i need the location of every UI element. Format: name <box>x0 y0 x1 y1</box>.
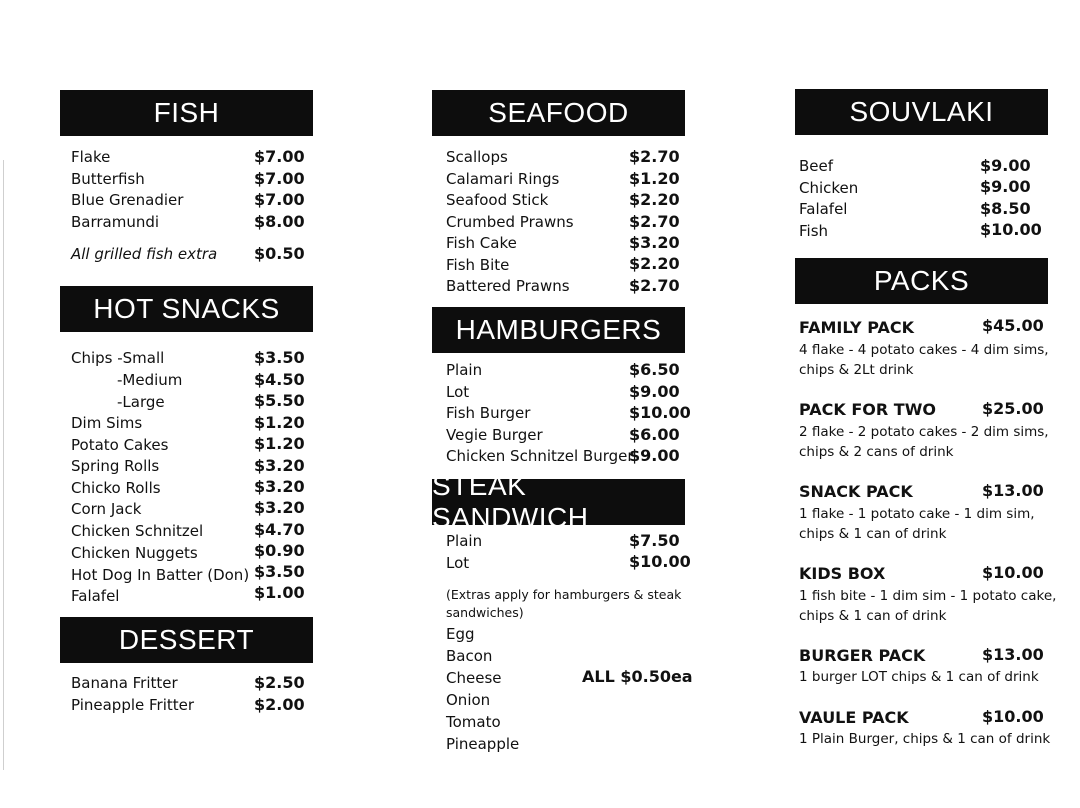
pack-price: $45.00 <box>982 316 1044 335</box>
menu-item-name: Fish Burger <box>446 404 531 422</box>
packs-header <box>795 258 1048 304</box>
hamburgers-header <box>432 307 685 353</box>
menu-item-price: $3.20 <box>629 233 680 252</box>
menu-item-name: Chicken Schnitzel Burger <box>446 447 634 465</box>
extra-item: Pineapple <box>446 735 520 753</box>
menu-item-name: Fish Bite <box>446 256 510 274</box>
menu-item-price: $6.50 <box>629 360 680 379</box>
menu-item-name: Falafel <box>71 587 120 605</box>
menu-item-name: Corn Jack <box>71 500 142 518</box>
menu-item-price: $10.00 <box>629 403 691 422</box>
menu-item-price: $8.50 <box>980 199 1031 218</box>
pack-description: 4 flake - 4 potato cakes - 4 dim sims, <box>799 342 1049 358</box>
menu-item-name: Potato Cakes <box>71 436 169 454</box>
menu-item-price: $3.50 <box>254 562 305 581</box>
souvlaki-header <box>795 89 1048 135</box>
menu-item-name: Lot <box>446 554 470 572</box>
menu-item-name: Chicken Nuggets <box>71 544 198 562</box>
pack-name: VAULE PACK <box>799 708 909 727</box>
pack-price: $25.00 <box>982 399 1044 418</box>
menu-item-price: $2.70 <box>629 147 680 166</box>
pack-name: SNACK PACK <box>799 482 913 501</box>
menu-item-price: $1.20 <box>629 169 680 188</box>
menu-item-price: $3.50 <box>254 348 305 367</box>
pack-description: chips & 2 cans of drink <box>799 444 954 460</box>
menu-item-name: Chicko Rolls <box>71 479 161 497</box>
hot-snacks-title: HOT SNACKS <box>93 293 280 324</box>
menu-item-price: $2.70 <box>629 212 680 231</box>
menu-item-name: Battered Prawns <box>446 277 570 295</box>
pack-name: PACK FOR TWO <box>799 400 936 419</box>
menu-item-price: $2.00 <box>254 695 305 714</box>
pack-name: BURGER PACK <box>799 646 926 665</box>
menu-item-name: Plain <box>446 532 483 550</box>
extra-item: Onion <box>446 691 491 709</box>
hamburgers-title: HAMBURGERS <box>455 314 662 345</box>
seafood-title: SEAFOOD <box>488 97 629 128</box>
menu-item-name: Chicken Schnitzel <box>71 522 204 540</box>
extra-item: Cheese <box>446 669 502 687</box>
menu-item-price: $1.00 <box>254 583 305 602</box>
menu-item-price: $9.00 <box>980 156 1031 175</box>
souvlaki-title: SOUVLAKI <box>849 96 994 127</box>
menu-item-name: Pineapple Fritter <box>71 696 195 714</box>
menu-item-name: -Large <box>117 393 165 411</box>
pack-description: 1 flake - 1 potato cake - 1 dim sim, <box>799 506 1035 522</box>
menu-item-price: $6.00 <box>629 425 680 444</box>
pack-description: 1 burger LOT chips & 1 can of drink <box>799 669 1039 685</box>
menu-item-price: $9.00 <box>629 446 680 465</box>
menu-item-name: Chips -Small <box>71 349 165 367</box>
menu-item-price: $4.70 <box>254 520 305 539</box>
menu-item-price: $3.20 <box>254 456 305 475</box>
pack-description: 1 Plain Burger, chips & 1 can of drink <box>799 731 1051 747</box>
menu-item-price: $7.00 <box>254 169 305 188</box>
menu-item-name: Crumbed Prawns <box>446 213 574 231</box>
menu-item-price: $4.50 <box>254 370 305 389</box>
menu-item-price: $3.20 <box>254 477 305 496</box>
menu-item-price: $0.50 <box>254 244 305 263</box>
fish-header <box>60 90 313 136</box>
grilled-extra-note: All grilled fish extra <box>71 245 218 263</box>
pack-name: FAMILY PACK <box>799 318 914 337</box>
menu-item-name: Flake <box>71 148 111 166</box>
menu-item-price: $7.50 <box>629 531 680 550</box>
fish-title: FISH <box>153 97 220 128</box>
menu-item-name: Blue Grenadier <box>71 191 184 209</box>
menu-item-price: $2.50 <box>254 673 305 692</box>
menu-item-name: Fish Cake <box>446 234 517 252</box>
menu-item-price: $2.70 <box>629 276 680 295</box>
menu-item-name: Seafood Stick <box>446 191 549 209</box>
hot-snacks-header <box>60 286 313 332</box>
menu-item-price: $0.90 <box>254 541 305 560</box>
steak-sandwich-header <box>432 470 685 533</box>
dessert-header <box>60 617 313 663</box>
extras-note: sandwiches) <box>446 605 524 620</box>
packs-title: PACKS <box>873 265 970 296</box>
menu-item-name: Butterfish <box>71 170 145 188</box>
pack-description: 1 fish bite - 1 dim sim - 1 potato cake, <box>799 588 1057 604</box>
menu-item-name: Vegie Burger <box>446 426 543 444</box>
menu-item-price: $10.00 <box>629 552 691 571</box>
extra-item: Bacon <box>446 647 493 665</box>
menu-item-name: Hot Dog In Batter (Don) <box>71 566 250 584</box>
menu-item-name: Calamari Rings <box>446 170 560 188</box>
menu-item-price: $7.00 <box>254 147 305 166</box>
menu-item-name: Falafel <box>799 200 848 218</box>
extra-item: Tomato <box>446 713 501 731</box>
menu-item-price: $1.20 <box>254 434 305 453</box>
menu-item-price: $5.50 <box>254 391 305 410</box>
pack-price: $13.00 <box>982 481 1044 500</box>
menu-item-name: -Medium <box>117 371 183 389</box>
menu-item-name: Banana Fritter <box>71 674 178 692</box>
pack-price: $10.00 <box>982 707 1044 726</box>
menu-item-price: $10.00 <box>980 220 1042 239</box>
menu-item-name: Fish <box>799 222 829 240</box>
menu-item-price: $3.20 <box>254 498 305 517</box>
extras-price: ALL $0.50ea <box>582 667 693 686</box>
menu-item-price: $7.00 <box>254 190 305 209</box>
menu-item-price: $9.00 <box>980 177 1031 196</box>
seafood-header <box>432 90 685 136</box>
menu-item-name: Spring Rolls <box>71 457 160 475</box>
pack-price: $10.00 <box>982 563 1044 582</box>
menu-item-name: Plain <box>446 361 483 379</box>
menu-item-name: Scallops <box>446 148 508 166</box>
extra-item: Egg <box>446 625 475 643</box>
pack-description: 2 flake - 2 potato cakes - 2 dim sims, <box>799 424 1049 440</box>
steak-sandwich-title: STEAK SANDWICH <box>432 470 589 533</box>
menu-item-name: Lot <box>446 383 470 401</box>
pack-description: chips & 1 can of drink <box>799 526 947 542</box>
menu-item-name: Chicken <box>799 179 859 197</box>
menu-item-name: Beef <box>799 157 834 175</box>
menu-item-price: $9.00 <box>629 382 680 401</box>
pack-price: $13.00 <box>982 645 1044 664</box>
pack-description: chips & 1 can of drink <box>799 608 947 624</box>
dessert-title: DESSERT <box>118 624 255 655</box>
extras-note: (Extras apply for hamburgers & steak <box>446 587 682 602</box>
menu-item-name: Dim Sims <box>71 414 143 432</box>
pack-name: KIDS BOX <box>799 564 886 583</box>
menu-item-price: $1.20 <box>254 413 305 432</box>
menu-item-price: $2.20 <box>629 254 680 273</box>
scan-edge-line <box>3 160 4 770</box>
pack-description: chips & 2Lt drink <box>799 362 914 378</box>
menu-item-price: $8.00 <box>254 212 305 231</box>
menu-item-name: Barramundi <box>71 213 160 231</box>
menu-item-price: $2.20 <box>629 190 680 209</box>
